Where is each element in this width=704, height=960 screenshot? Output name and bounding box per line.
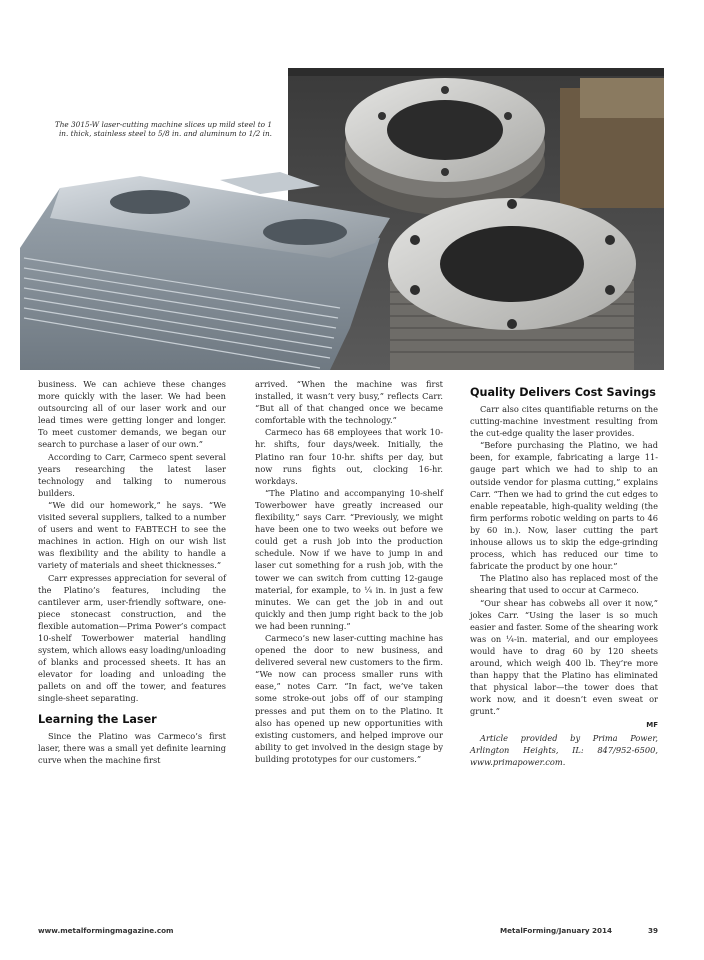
article-column-1	[38, 378, 226, 766]
paragraph: “We did our homework,” he says. “We visited several suppliers, talked to a number of users and went to FABTECH to see the machines in action. High on our wish list was flexibility and the ability to handle a variety of materials and sheet thicknesses.”	[38, 499, 226, 571]
header-photo	[20, 68, 664, 370]
article-column-3	[470, 386, 658, 768]
footer-url: www.metalformingmagazine.com	[38, 926, 174, 935]
paragraph: Since the Platino was Carmeco’s first laser, there was a small yet definite learning curve when the machine first	[38, 730, 226, 765]
footer-issue: MetalForming/January 2014	[500, 926, 613, 935]
section-heading-learning: Learning the Laser	[38, 712, 157, 726]
end-mark: MF	[646, 721, 658, 730]
paragraph: “Our shear has cobwebs all over it now,” jokes Carr. “Using the laser is so much easier and faster. Some of the shearing work was on ¼-in. material, and our employees would have to drag 60 by 120 sheets around, which weigh 400 lb. They’re more than happy that the Platino has eliminated that physical labor—the tower does that work now, and it doesn’t even sweat or grunt.”	[470, 597, 658, 717]
article-column-2	[255, 378, 443, 765]
laser-cut-parts-image	[20, 68, 664, 370]
paragraph: business. We can achieve these changes more quickly with the laser. We had been outsourcing all of our laser work and our lead times were getting longer and longer. To meet customer demands, we began our search to purchase a laser of our own.”	[38, 379, 226, 450]
page-number: 39	[648, 926, 659, 935]
article-credit: Article provided by Prima Power, Arlington Heights, IL: 847/952-6500, www.primapower.com.	[470, 732, 658, 767]
paragraph: Carr expresses appreciation for several of the Platino’s features, including the cantilever arm, user-friendly software, one-piece stonecast construction, and the flexible automation—Prima Power’s compact 10-shelf Towerbower material handling system, which allows easy loading/unloading of blanks and processed sheets. It has an elevator for loading and unloading the pallets on and off the tower, and features single-sheet separating.	[38, 572, 226, 704]
paragraph: Carr also cites quantifiable returns on the cutting-machine investment resulting from the cut-edge quality the laser provides.	[470, 404, 658, 439]
paragraph: Carmeco has 68 employees that work 10-hr. shifts, four days/week. Initially, the Platino ran four 10-hr. shifts per day, but now runs fights out, clocking 16-hr. workdays.	[255, 427, 443, 486]
paragraph: The Platino also has replaced most of the shearing that used to occur at Carmeco.	[470, 573, 658, 596]
paragraph: arrived. “When the machine was first installed, it wasn’t very busy,” reflects Carr. “But all of that changed once we became comfortable with the technology.”	[255, 379, 443, 426]
paragraph: “Before purchasing the Platino, we had been, for example, fabricating a large 11-gauge part which we had to ship to an outside vendor for plasma cutting,” explains Carr. “Then we had to grind the cut edges to enable repeatable, high-quality welding (the firm performs robotic welding on parts to 46 by 60 in.). Now, laser cutting the part inhouse allows us to skip the edge-grinding process, which has reduced our time to fabricate the product by one hour.”	[470, 440, 658, 572]
photo-caption: The 3015-W laser-cutting machine slices up mild steel to 1 in. thick, stainless steel to 5/8 in. and aluminum to 1/2 in.	[54, 120, 272, 139]
paragraph: Carmeco’s new laser-cutting machine has opened the door to new business, and delivered several new customers to the firm. “We now can process smaller runs with ease,” notes Carr. “In fact, we’ve taken some stroke-out jobs off of our stamping presses and put them on to the Platino. It also has opened up new opportunities with existing customers, and helped improve our ability to get involved in the design stage by building prototypes for our customers.”	[255, 632, 443, 764]
section-heading-quality: Quality Delivers Cost Savings	[470, 386, 656, 399]
paragraph: According to Carr, Carmeco spent several years researching the latest laser technology and talking to numerous builders.	[38, 451, 226, 498]
paragraph: “The Platino and accompanying 10-shelf Towerbower have greatly increased our flexibility,” says Carr. “Previously, we might have been one to two weeks out before we could get a rush job into the production schedule. Now if we have to jump in and laser cut something for a rush job, with the tower we can switch from cutting 12-gauge material, for example, to ¼ in. in just a few minutes. We can get the job in and out quickly and then jump right back to the job we had been running.”	[255, 487, 443, 631]
